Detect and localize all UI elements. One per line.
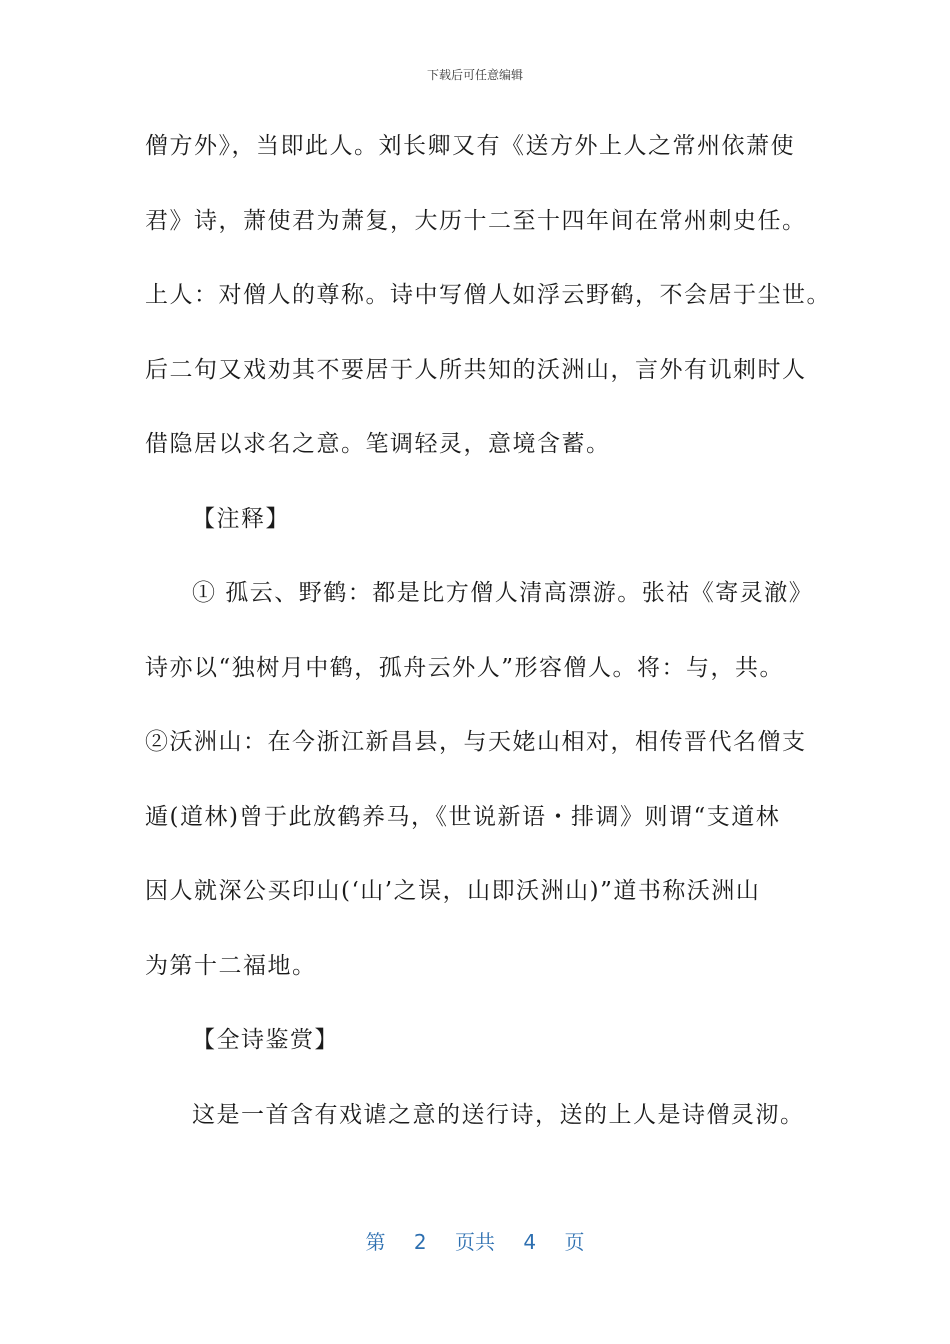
section-heading-annotations: 【注释】 <box>192 505 290 532</box>
body-line: 因人就深公买印山(‘山’之误，山即沃洲山)”道书称沃洲山 <box>145 878 761 904</box>
body-line: 这是一首含有戏谑之意的送行诗，送的上人是诗僧灵沏。 <box>192 1101 805 1128</box>
page-header: 下载后可任意编辑 <box>426 68 523 82</box>
body-line: 君》诗，萧使君为萧复，大历十二至十四年间在常州刺史任。 <box>145 207 807 234</box>
footer-suffix: 页 <box>564 1230 585 1254</box>
footer-middle: 页共 <box>455 1230 495 1254</box>
body-line: 僧方外》，当即此人。刘长卿又有《送方外上人之常州依萧使 <box>145 133 795 159</box>
current-page-number: 2 <box>413 1230 427 1254</box>
footer-prefix: 第 <box>365 1230 386 1254</box>
body-line: 上人：对僧人的尊称。诗中写僧人如浮云野鹤，不会居于尘世。 <box>145 282 831 308</box>
document-body <box>145 124 831 1167</box>
total-pages-number: 4 <box>523 1230 537 1254</box>
page-footer <box>0 1226 950 1255</box>
body-line: 遁(道林)曾于此放鹤养马，《世说新语・排调》则谓“支道林 <box>145 803 781 830</box>
body-line: ① 孤云、野鹤：都是比方僧人清高漂游。张祜《寄灵澈》 <box>192 580 814 606</box>
body-line: 后二句又戏劝其不要居于人所共知的沃洲山，言外有讥刺时人 <box>145 356 807 383</box>
body-line: 诗亦以“独树月中鹤，孤舟云外人”形容僧人。将：与，共。 <box>145 654 785 681</box>
section-heading-appreciation: 【全诗鉴赏】 <box>192 1027 339 1053</box>
body-line: 借隐居以求名之意。笔调轻灵，意境含蓄。 <box>145 431 611 457</box>
body-line: ②沃洲山：在今浙江新昌县，与天姥山相对，相传晋代名僧支 <box>145 729 807 755</box>
body-line: 为第十二福地。 <box>145 952 317 979</box>
